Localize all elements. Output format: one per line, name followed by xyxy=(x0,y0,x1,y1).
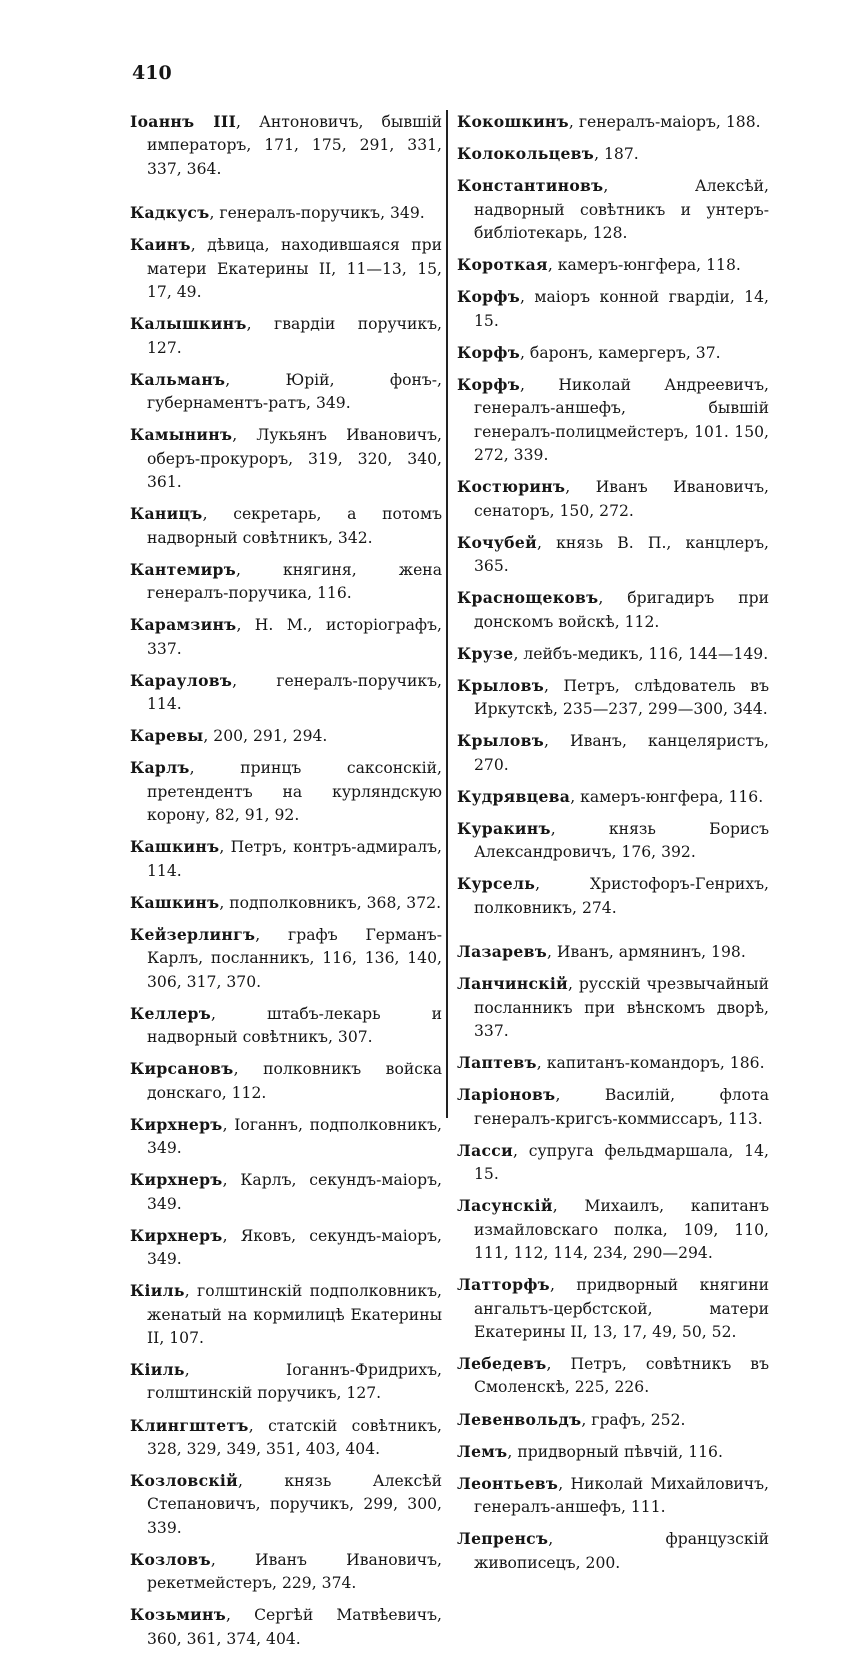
entry-text: , Іоганнъ-Фридрихъ, голштинскій поручикъ, 127. xyxy=(147,1361,442,1403)
entry-text: , камеръ-юнгфера, 118. xyxy=(547,256,741,275)
entry-text: , Яковъ, секундъ-маіоръ, 349. xyxy=(147,1226,442,1269)
index-entry xyxy=(457,110,769,134)
index-entry xyxy=(130,1224,442,1272)
index-column-left xyxy=(130,110,442,1659)
entry-name: Леонтьевъ xyxy=(457,1473,559,1493)
index-entry xyxy=(457,142,769,166)
index-column-right xyxy=(457,110,769,1583)
index-entry xyxy=(130,1168,442,1216)
entry-name: Корфъ xyxy=(457,342,521,362)
index-entry xyxy=(457,872,769,920)
entry-text: , русскій чрезвычайный посланникъ при вѣнскомъ дворѣ, 337. xyxy=(474,975,769,1040)
index-entry xyxy=(457,642,769,666)
entry-name: Келлеръ xyxy=(130,1003,211,1023)
entry-name: Латторфъ xyxy=(457,1275,550,1295)
entry-text: , Алексѣй, надворный совѣтникъ и унтеръ-библіотекарь, 128. xyxy=(474,177,769,242)
index-entry xyxy=(457,586,769,634)
entry-name: Кирхнеръ xyxy=(130,1114,223,1134)
entry-text: , княгиня, жена генералъ-поручика, 116. xyxy=(147,560,442,603)
index-entry xyxy=(457,1527,769,1575)
entry-name: Каницъ xyxy=(130,504,203,524)
index-entry xyxy=(457,972,769,1043)
entry-name: Кочубей xyxy=(457,532,537,552)
entry-name: Ларіоновъ xyxy=(457,1085,556,1105)
entry-name: Лаптевъ xyxy=(457,1053,537,1073)
entry-text: , бригадиръ при донскомъ войскѣ, 112. xyxy=(474,589,769,631)
index-entry xyxy=(130,613,442,661)
entry-name: Лепренсъ xyxy=(457,1529,549,1549)
entry-text: , Иванъ Ивановичъ, сенаторъ, 150, 272. xyxy=(474,478,769,520)
entry-text: , маіоръ конной гвардіи, 14, 15. xyxy=(474,288,769,330)
index-entry xyxy=(457,1352,769,1400)
entry-text: , Іоганнъ, подполковникъ, 349. xyxy=(147,1115,442,1158)
index-entry xyxy=(130,756,442,827)
entry-name: Калышкинъ xyxy=(130,314,247,334)
index-entry xyxy=(130,1002,442,1050)
index-entry xyxy=(457,341,769,365)
index-entry xyxy=(130,233,442,304)
column-divider xyxy=(446,110,448,1118)
entry-name: Курсель xyxy=(457,874,536,894)
index-entry xyxy=(457,253,769,277)
entry-name: Клингштетъ xyxy=(130,1415,249,1435)
entry-name: Кіиль xyxy=(130,1281,185,1301)
index-entry xyxy=(130,110,442,181)
index-entry xyxy=(457,940,769,964)
index-entry xyxy=(457,817,769,865)
index-entry xyxy=(457,1440,769,1464)
entry-name: Козловскій xyxy=(130,1471,239,1491)
entry-name: Краснощековъ xyxy=(457,588,599,608)
entry-name: Крыловъ xyxy=(457,675,545,695)
index-entry xyxy=(130,1603,442,1651)
entry-text: , французскій живописецъ, 200. xyxy=(474,1530,769,1572)
entry-text: , камеръ-юнгфера, 116. xyxy=(570,787,764,806)
entry-text: , Карлъ, секундъ-маіоръ, 349. xyxy=(147,1171,442,1213)
index-entry xyxy=(457,531,769,579)
entry-name: Кирхнеръ xyxy=(130,1225,223,1245)
index-entry xyxy=(457,1083,769,1131)
entry-name: Кокошкинъ xyxy=(457,112,569,131)
entry-name: Корфъ xyxy=(457,374,521,394)
index-entry xyxy=(457,674,769,722)
entry-name: Лемъ xyxy=(457,1441,508,1461)
entry-name: Кантемиръ xyxy=(130,559,236,579)
index-entry xyxy=(130,502,442,550)
entry-text: , Христофоръ-Генрихъ, полковникъ, 274. xyxy=(474,875,769,917)
index-entry xyxy=(457,1139,769,1187)
entry-text: , секретарь, а потомъ надворный совѣтникъ, 342. xyxy=(147,505,442,547)
entry-name: Костюринъ xyxy=(457,477,566,497)
entry-text: , Юрій, фонъ-, губернаментъ-ратъ, 349. xyxy=(147,370,442,413)
entry-text: , Михаилъ, капитанъ измайловскаго полка, 109, 110, 111, 112, 114, 234, 290—294. xyxy=(474,1197,769,1262)
index-entry xyxy=(457,1194,769,1265)
entry-text: , принцъ саксонскій, претендентъ на курляндскую корону, 82, 91, 92. xyxy=(147,759,442,825)
entry-text: , придворный пѣвчій, 116. xyxy=(507,1442,723,1461)
entry-name: Корфъ xyxy=(457,287,521,307)
entry-text: , Н. М., исторіографъ, 337. xyxy=(147,616,442,658)
entry-text: , графъ Германъ-Карлъ, посланникъ, 116, 136, 140, 306, 317, 370. xyxy=(147,925,442,991)
entry-text: , штабъ-лекарь и надворный совѣтникъ, 307. xyxy=(147,1004,442,1047)
entry-text: , генералъ-поручикъ, 349. xyxy=(209,204,425,223)
entry-name: Кирсановъ xyxy=(130,1059,234,1079)
entry-text: , Николай Андреевичъ, генералъ-аншефъ, бывшій генералъ-полицмейстеръ, 101. 150, 272, 339. xyxy=(474,375,769,464)
index-entry xyxy=(130,558,442,606)
entry-text: , Петръ, совѣтникъ въ Смоленскѣ, 225, 226. xyxy=(474,1355,769,1397)
index-entry xyxy=(130,1057,442,1105)
entry-name: Іоаннъ III xyxy=(130,112,237,131)
index-entry xyxy=(130,724,442,748)
entry-name: Каинъ xyxy=(130,235,191,255)
index-entry xyxy=(457,785,769,809)
entry-name: Козловъ xyxy=(130,1549,211,1569)
index-entry xyxy=(457,1273,769,1344)
entry-text: , супруга фельдмаршала, 14, 15. xyxy=(474,1141,769,1184)
entry-text: , полковникъ войска донскаго, 112. xyxy=(147,1060,442,1102)
entry-text: , Иванъ, канцеляристъ, 270. xyxy=(474,732,769,774)
index-entry xyxy=(130,891,442,915)
index-entry xyxy=(457,475,769,523)
entry-text: , гвардіи поручикъ, 127. xyxy=(147,315,442,357)
index-entry xyxy=(130,669,442,717)
entry-name: Кальманъ xyxy=(130,369,226,389)
entry-name: Кіиль xyxy=(130,1360,185,1380)
entry-name: Кашкинъ xyxy=(130,892,220,912)
entry-text: , дѣвица, находившаяся при матери Екатерины II, 11—13, 15, 17, 49. xyxy=(147,236,442,302)
index-entry xyxy=(457,174,769,245)
index-entry xyxy=(130,923,442,994)
entry-text: , подполковникъ, 368, 372. xyxy=(219,893,442,912)
entry-text: , Петръ, слѣдователь въ Иркутскѣ, 235—237, 299—300, 344. xyxy=(474,676,769,719)
entry-name: Крузе xyxy=(457,643,514,663)
entry-text: , голштинскій подполковникъ, женатый на кормилицѣ Екатерины II, 107. xyxy=(147,1282,442,1347)
entry-name: Лазаревъ xyxy=(457,942,547,962)
entry-text: , графъ, 252. xyxy=(581,1410,686,1429)
entry-name: Козьминъ xyxy=(130,1605,227,1625)
index-entry xyxy=(457,1051,769,1075)
entry-name: Каревы xyxy=(130,726,204,746)
entry-name: Кадкусъ xyxy=(130,203,210,223)
entry-name: Кейзерлингъ xyxy=(130,924,256,944)
index-entry xyxy=(457,373,769,468)
entry-name: Ласунскій xyxy=(457,1196,553,1216)
entry-text: , 187. xyxy=(594,145,639,164)
index-entry xyxy=(457,285,769,333)
index-entry xyxy=(457,1472,769,1520)
index-entry xyxy=(130,835,442,883)
entry-text: , генералъ-поручикъ, 114. xyxy=(147,671,442,714)
entry-name: Левенвольдъ xyxy=(457,1409,582,1429)
index-entry xyxy=(457,729,769,777)
index-entry xyxy=(130,201,442,225)
entry-text: , лейбъ-медикъ, 116, 144—149. xyxy=(513,644,769,663)
entry-text: , Иванъ, армянинъ, 198. xyxy=(546,943,746,962)
entry-name: Камынинъ xyxy=(130,425,233,445)
index-entry xyxy=(130,1358,442,1406)
entry-text: , статскій совѣтникъ, 328, 329, 349, 351, 403, 404. xyxy=(147,1416,442,1458)
index-entry xyxy=(130,1548,442,1596)
entry-text: , 200, 291, 294. xyxy=(203,727,328,746)
entry-text: , Николай Михайловичъ, генералъ-аншефъ, 111. xyxy=(474,1474,769,1517)
index-entry xyxy=(130,368,442,416)
entry-name: Карамзинъ xyxy=(130,615,237,635)
entry-text: , князь В. П., канцлеръ, 365. xyxy=(474,533,769,575)
index-entry xyxy=(130,1113,442,1161)
entry-text: , Лукьянъ Ивановичъ, оберъ-прокуроръ, 319, 320, 340, 361. xyxy=(147,426,442,492)
entry-name: Константиновъ xyxy=(457,176,604,196)
entry-name: Кашкинъ xyxy=(130,837,220,857)
entry-text: , капитанъ-командоръ, 186. xyxy=(536,1054,765,1073)
index-entry xyxy=(457,1408,769,1432)
entry-text: , Антоновичъ, бывшій императоръ, 171, 175, 291, 331, 337, 364. xyxy=(147,113,443,178)
entry-text: , придворный княгини ангальтъ-цербстской, матери Екатерины II, 13, 17, 49, 50, 52. xyxy=(474,1276,769,1341)
page-number: 410 xyxy=(132,62,172,84)
entry-name: Ласси xyxy=(457,1140,513,1160)
entry-name: Лебедевъ xyxy=(457,1354,547,1373)
index-entry xyxy=(130,1279,442,1350)
index-entry xyxy=(130,1469,442,1540)
entry-text: , Иванъ Ивановичъ, рекетмейстеръ, 229, 374. xyxy=(147,1550,442,1593)
index-entry xyxy=(130,423,442,494)
entry-text: , Василій, флота генералъ-кригсъ-коммиссаръ, 113. xyxy=(474,1086,769,1128)
entry-name: Карауловъ xyxy=(130,670,233,690)
entry-text: , баронъ, камергеръ, 37. xyxy=(520,343,721,362)
entry-name: Колокольцевъ xyxy=(457,144,595,164)
entry-name: Кудрявцева xyxy=(457,786,571,806)
entry-text: , Сергѣй Матвѣевичъ, 360, 361, 374, 404. xyxy=(147,1606,442,1648)
index-entry xyxy=(130,1414,442,1462)
entry-text: , князь Борисъ Александровичъ, 176, 392. xyxy=(474,819,769,862)
entry-text: , генералъ-маіоръ, 188. xyxy=(568,113,761,131)
entry-text: , князь Алексѣй Степановичъ, поручикъ, 299, 300, 339. xyxy=(147,1472,442,1537)
entry-name: Куракинъ xyxy=(457,818,551,838)
entry-name: Короткая xyxy=(457,255,548,275)
entry-name: Кирхнеръ xyxy=(130,1170,223,1190)
entry-text: , Петръ, контръ-адмиралъ, 114. xyxy=(147,838,442,880)
entry-name: Ланчинскій xyxy=(457,974,568,994)
index-entry xyxy=(130,312,442,360)
entry-name: Крыловъ xyxy=(457,731,545,751)
entry-name: Карлъ xyxy=(130,758,190,778)
